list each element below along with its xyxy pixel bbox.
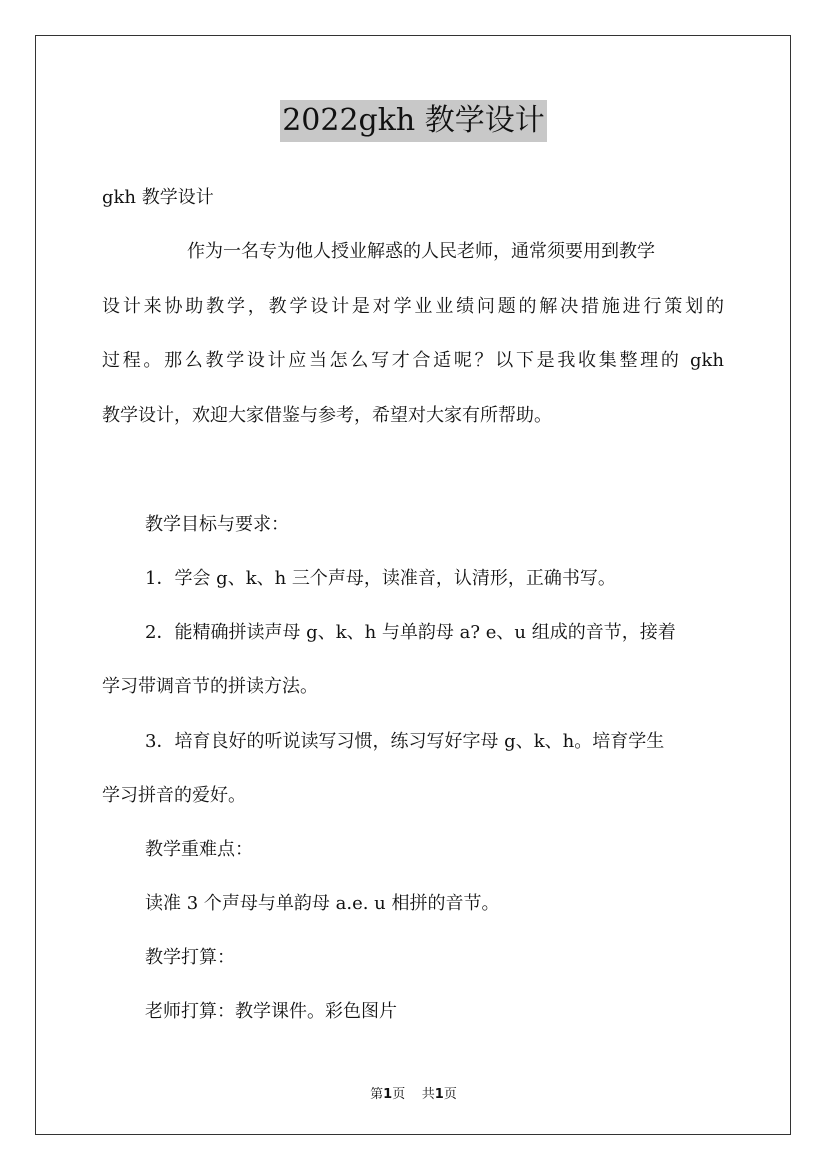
- goal-1: 1．学会 g、k、h 三个声母，读准音，认清形，正确书写。: [145, 568, 616, 589]
- document-subtitle: gkh 教学设计: [102, 187, 214, 208]
- intro-line-2: 设计来协助教学，教学设计是对学业业绩问题的解决措施进行策划的: [102, 296, 724, 317]
- goal-3-line-2: 学习拼音的爱好。: [102, 785, 246, 806]
- goals-heading: 教学目标与要求：: [145, 514, 289, 535]
- intro-line-4: 教学设计，欢迎大家借鉴与参考，希望对大家有所帮助。: [102, 405, 552, 426]
- intro-line-1: 作为一名专为他人授业解惑的人民老师，通常须要用到教学: [187, 241, 655, 262]
- prep-heading: 教学打算：: [145, 947, 235, 968]
- document-title: 2022gkh 教学设计: [280, 100, 547, 142]
- title-block: [0, 100, 827, 142]
- goal-2-line-2: 学习带调音节的拼读方法。: [102, 676, 318, 697]
- difficulty-text: 读准 3 个声母与单韵母 a.e. u 相拼的音节。: [145, 893, 500, 914]
- page-footer: [0, 1083, 827, 1102]
- goal-3-line-1: 3．培育良好的听说读写习惯，练习写好字母 g、k、h。培育学生: [145, 731, 665, 752]
- goal-2-line-1: 2．能精确拼读声母 g、k、h 与单韵母 a? e、u 组成的音节，接着: [145, 622, 676, 643]
- intro-line-3: 过程。那么教学设计应当怎么写才合适呢？以下是我收集整理的 gkh: [102, 350, 724, 371]
- difficulty-heading: 教学重难点：: [145, 839, 253, 860]
- prep-text: 老师打算：教学课件。彩色图片: [145, 1001, 397, 1022]
- page-indicator: 第1页: [370, 1087, 406, 1102]
- total-pages: 共1页: [421, 1087, 457, 1102]
